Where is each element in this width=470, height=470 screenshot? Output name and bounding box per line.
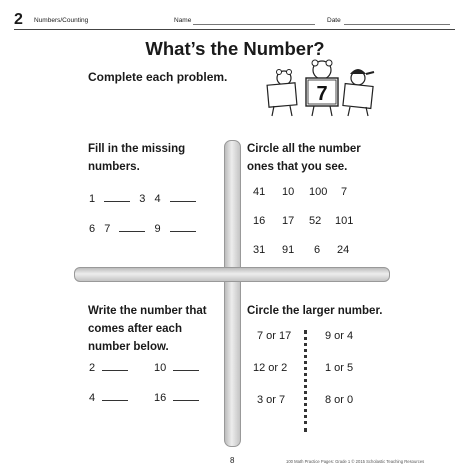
number-after-item: 16 [154,391,199,404]
footer-credit: 100 Math Practice Pages: Grade 1 © 2015 Scholastic Teaching Resources [286,459,425,464]
answer-blank[interactable] [170,222,196,232]
number-cell[interactable]: 41 [253,186,266,198]
page-number: 2 [14,11,23,28]
number-cell[interactable]: 6 [314,244,321,256]
sequence-row: 1 3 4 [89,192,196,205]
answer-blank[interactable] [104,192,130,202]
bears-illustration [262,58,382,120]
fill-missing-heading: Fill in the missing numbers. [88,143,186,173]
horizontal-pencil-divider [74,267,390,282]
date-line [344,24,450,25]
number-cell[interactable]: 100 [309,186,328,198]
circle-numbers-heading: Circle all the number ones that you see. [247,143,361,173]
sequence-row: 6 7 9 [89,222,196,235]
topic-label: Numbers/Counting [34,17,89,24]
number-cell[interactable]: 16 [253,215,266,227]
number-cell[interactable]: 91 [282,244,295,256]
sign-number: 7 [316,83,328,105]
number-after-heading: Write the number that comes after each number below. [88,305,207,353]
page-title: What’s the Number? [145,38,325,59]
header-rule [14,29,455,30]
number-after-item: 10 [154,361,199,374]
dotted-separator [304,330,307,432]
footer-page-number: 8 [230,456,235,465]
vertical-pencil-divider [224,140,241,447]
number-cell[interactable]: 17 [282,215,295,227]
instructions: Complete each problem. [88,70,228,84]
number-cell[interactable]: 24 [337,244,350,256]
compare-pair[interactable]: 12 or 2 [253,362,288,374]
compare-pair[interactable]: 1 or 5 [325,362,354,374]
number-cell[interactable]: 52 [309,215,322,227]
number-cell[interactable]: 31 [253,244,266,256]
number-after-item: 4 [89,391,128,404]
answer-blank[interactable] [173,361,199,371]
answer-blank[interactable] [173,391,199,401]
compare-pair[interactable]: 9 or 4 [325,330,354,342]
number-cell[interactable]: 7 [341,186,348,198]
name-label: Name [174,17,192,24]
number-cell[interactable]: 101 [335,215,354,227]
date-label: Date [327,17,341,24]
compare-pair[interactable]: 7 or 17 [257,330,292,342]
name-line [193,24,315,25]
answer-blank[interactable] [102,361,128,371]
compare-pair[interactable]: 8 or 0 [325,394,354,406]
number-cell[interactable]: 10 [282,186,295,198]
answer-blank[interactable] [119,222,145,232]
larger-number-heading: Circle the larger number. [247,305,383,317]
number-after-item: 2 [89,361,128,374]
compare-pair[interactable]: 3 or 7 [257,394,286,406]
answer-blank[interactable] [170,192,196,202]
answer-blank[interactable] [102,391,128,401]
